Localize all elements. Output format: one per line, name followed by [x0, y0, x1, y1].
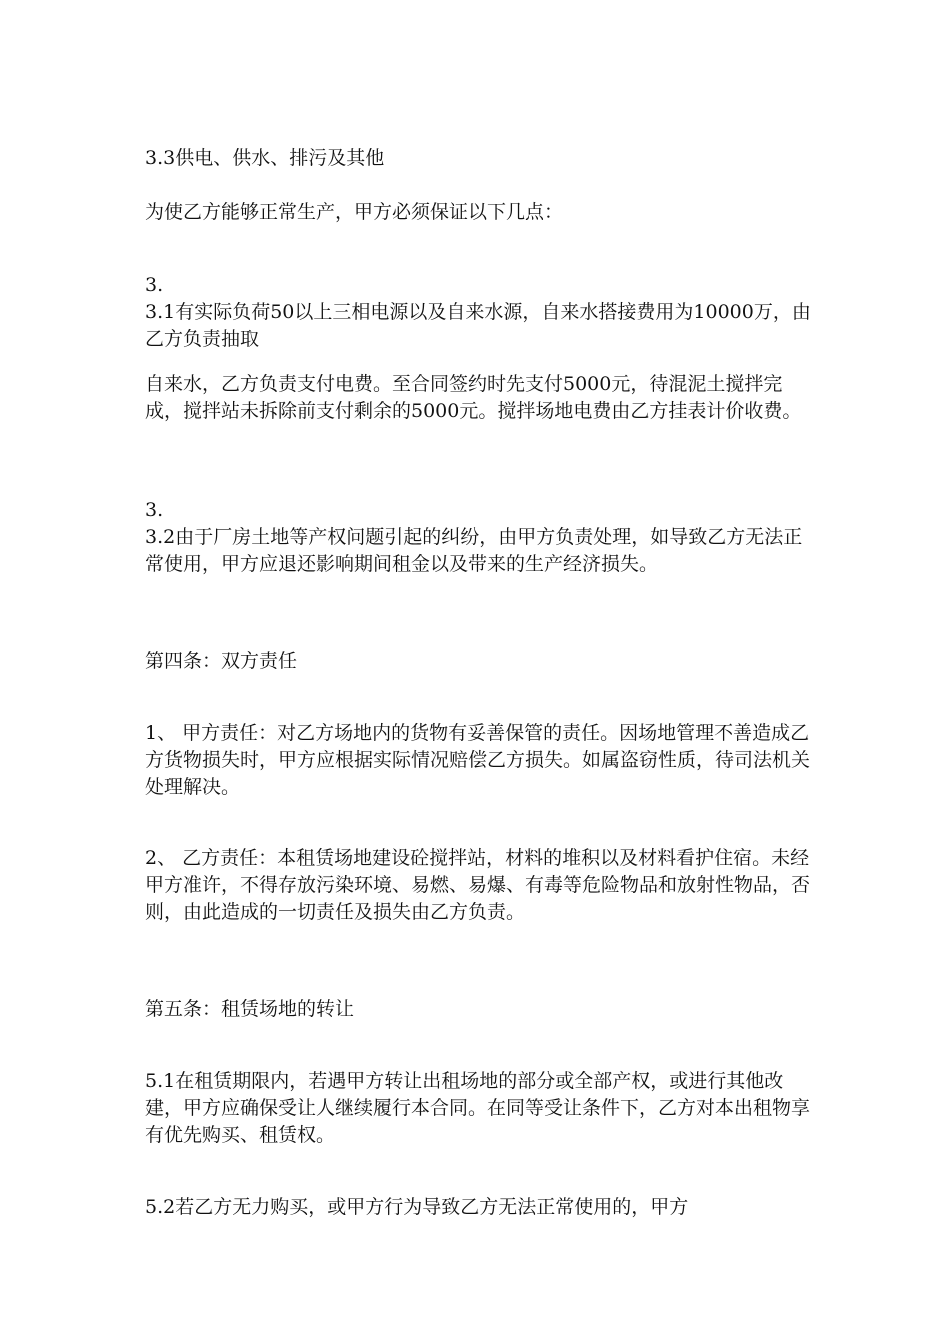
- paragraph: 为使乙方能够正常生产，甲方必须保证以下几点：: [145, 201, 564, 223]
- section-heading-3-3: 3.3供电、供水、排污及其他: [145, 147, 385, 169]
- party-a-responsibility: 1、 甲方责任：对乙方场地内的货物有妥善保管的责任。因场地管理不善造成乙方货物损失时，甲方应根据实际情况赔偿乙方损失。如属盗窃性质，待司法机关处理解决。: [145, 722, 811, 798]
- clause-5-1: 5.1在租赁期限内，若遇甲方转让出租场地的部分或全部产权，或进行其他改建，甲方应确保受让人继续履行本合同。在同等受让条件下，乙方对本出租物享有优先购买、租赁权。: [145, 1070, 811, 1146]
- article-heading-4: 第四条：双方责任: [145, 650, 298, 672]
- paragraph: 自来水，乙方负责支付电费。至合同签约时先支付5000元，待混泥土搅拌完成，搅拌站未拆除前支付剩余的5000元。搅拌场地电费由乙方挂表计价收费。: [145, 373, 802, 422]
- party-b-responsibility: 2、 乙方责任：本租赁场地建设砼搅拌站，材料的堆积以及材料看护住宿。未经甲方准许，不得存放污染环境、易燃、易爆、有毒等危险物品和放射性物品，否则，由此造成的一切责任及损失由乙方负责。: [145, 847, 811, 923]
- clause-3-3-1: 3. 3.1有实际负荷50以上三相电源以及自来水源，自来水搭接费用为10000万，由乙方负责抽取: [145, 274, 811, 350]
- article-heading-5: 第五条：租赁场地的转让: [145, 998, 355, 1020]
- clause-3-3-2: 3. 3.2由于厂房土地等产权问题引起的纠纷，由甲方负责处理，如导致乙方无法正常使用，甲方应退还影响期间租金以及带来的生产经济损失。: [145, 499, 803, 575]
- clause-5-2: 5.2若乙方无力购买，或甲方行为导致乙方无法正常使用的，甲方: [145, 1196, 689, 1218]
